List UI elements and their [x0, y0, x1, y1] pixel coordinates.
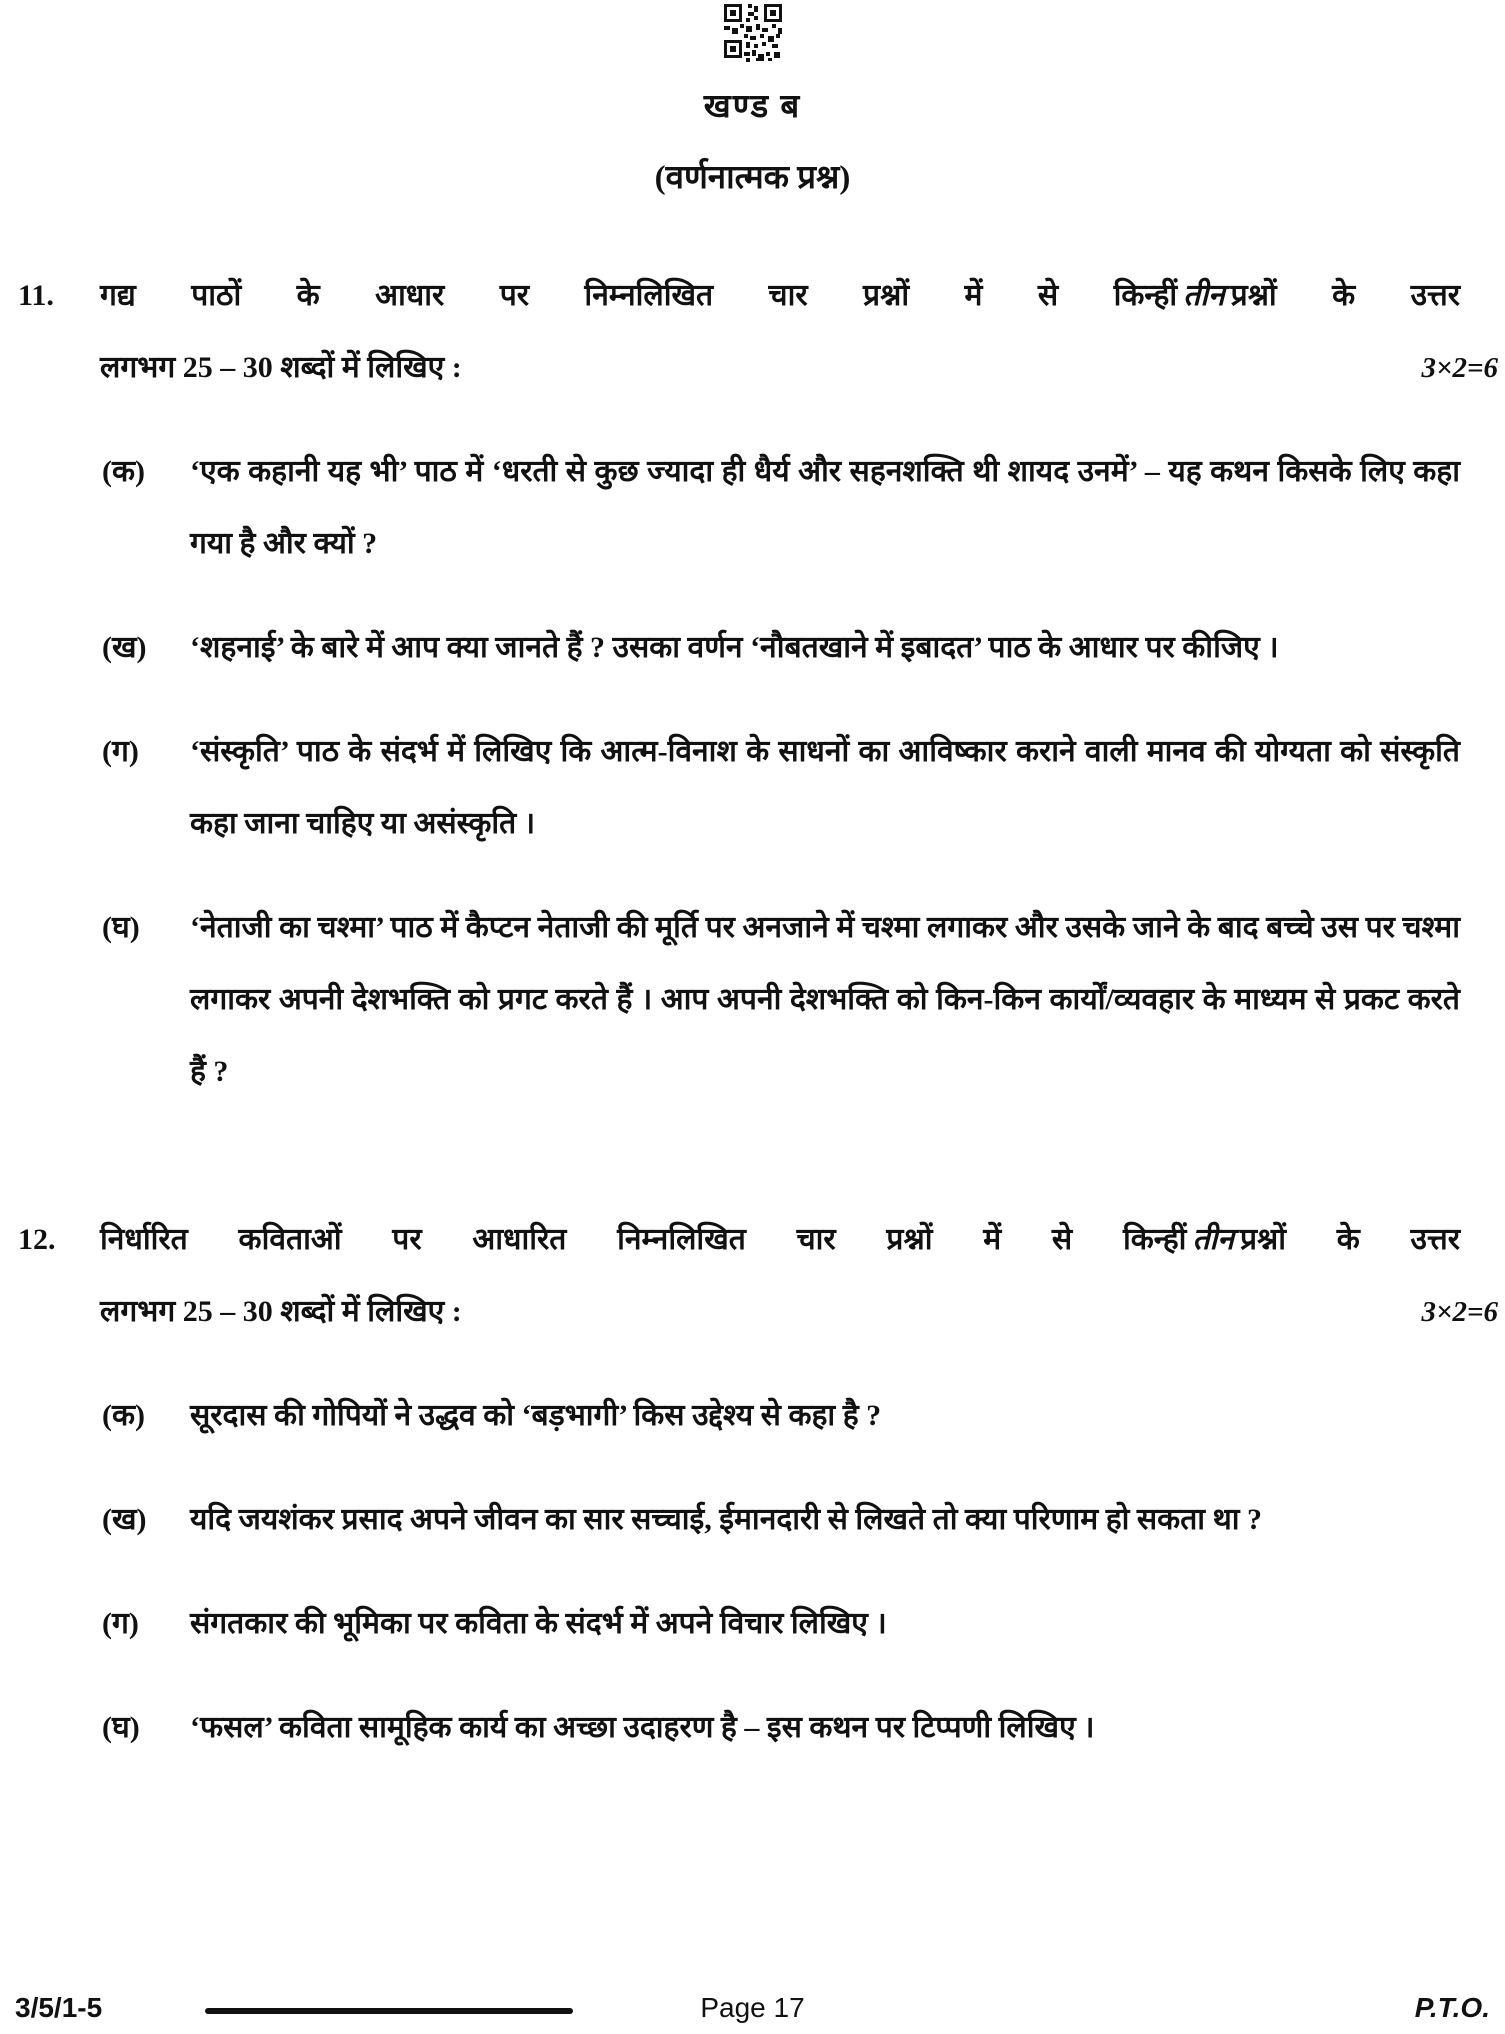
question-12-part-a — [102, 1380, 1460, 1452]
question-11-part-d — [102, 892, 1460, 1108]
part-label: (ग) — [102, 1607, 139, 1640]
part-label: (ख) — [102, 631, 147, 664]
qr-code-container — [0, 0, 1505, 66]
part-text: ‘शहनाई’ के बारे में आप क्या जानते हैं ? उसका वर्णन ‘नौबतखाने में इबादत’ पाठ के आधार पर कीजिए । — [190, 631, 1279, 664]
question-12 — [18, 1204, 1498, 1764]
part-label: (घ) — [102, 1711, 140, 1744]
part-text: संगतकार की भूमिका पर कविता के संदर्भ में अपने विचार लिखिए । — [190, 1607, 887, 1640]
question-11-intro-line2 — [100, 332, 1498, 404]
question-12-intro-emphasis: तीन — [1192, 1223, 1234, 1256]
question-11-part-b — [102, 612, 1460, 684]
section-title: खण्ड ब — [703, 89, 802, 125]
question-12-marks: 3×2=6 — [1421, 1296, 1498, 1328]
question-11-intro-emphasis: तीन — [1183, 279, 1225, 312]
question-11-marks: 3×2=6 — [1421, 352, 1498, 384]
question-11-intro-post: प्रश्नों के उत्तर — [1230, 279, 1461, 312]
question-12-intro-line1 — [100, 1204, 1460, 1276]
question-12-intro-line2 — [100, 1276, 1498, 1348]
question-11-intro-line1 — [100, 260, 1460, 332]
part-label: (क) — [102, 455, 146, 488]
page-footer — [0, 1984, 1505, 2026]
question-11-intro-line2-text: लगभग 25 – 30 शब्दों में लिखिए : — [100, 351, 462, 384]
part-label: (क) — [102, 1399, 146, 1432]
part-text: सूरदास की गोपियों ने उद्धव को ‘बड़भागी’ किस उद्देश्य से कहा है ? — [190, 1399, 882, 1432]
question-12-part-c — [102, 1588, 1460, 1660]
question-11-part-c — [102, 716, 1460, 860]
question-12-intro-line2-text: लगभग 25 – 30 शब्दों में लिखिए : — [100, 1295, 462, 1328]
question-11 — [18, 260, 1498, 1108]
paper-code: 3/5/1-5 — [15, 1992, 103, 2023]
page-number: Page 17 — [700, 1992, 805, 2023]
part-label: (ख) — [102, 1503, 147, 1536]
part-text: यदि जयशंकर प्रसाद अपने जीवन का सार सच्चाई, ईमानदारी से लिखते तो क्या परिणाम हो सकता था ? — [190, 1503, 1263, 1536]
part-label: (घ) — [102, 911, 140, 944]
question-12-part-d — [102, 1692, 1460, 1764]
part-text: ‘संस्कृति’ पाठ के संदर्भ में लिखिए कि आत्म-विनाश के साधनों का आविष्कार कराने वाली मानव की योग्यता को संस्कृति कहा जाना चाहिए या असंस्कृति । — [190, 735, 1460, 840]
question-11-number: 11. — [18, 279, 54, 312]
part-label: (ग) — [102, 735, 139, 768]
pto-label: P.T.O. — [1414, 1992, 1490, 2023]
question-12-part-b — [102, 1484, 1460, 1556]
question-11-part-a — [102, 436, 1460, 580]
question-12-intro-pre: निर्धारित कविताओं पर आधारित निम्नलिखित चार प्रश्नों में से किन्हीं — [100, 1223, 1187, 1256]
section-subtitle: (वर्णनात्मक प्रश्न) — [654, 160, 851, 196]
question-11-intro-pre: गद्य पाठों के आधार पर निम्नलिखित चार प्रश्नों में से किन्हीं — [100, 279, 1178, 312]
part-text: ‘नेताजी का चश्मा’ पाठ में कैप्टन नेताजी की मूर्ति पर अनजाने में चश्मा लगाकर और उसके जाने के बाद बच्चे उस पर चश्मा लगाकर अपनी देशभक्ति को प्रगट करते हैं । आप अपनी देशभक्ति को किन-किन कार्यों/व्यवहार के माध्यम से प्रकट करते हैं ? — [190, 911, 1460, 1088]
question-12-intro-post: प्रश्नों के उत्तर — [1239, 1223, 1461, 1256]
qr-code-icon — [724, 4, 782, 62]
part-text: ‘एक कहानी यह भी’ पाठ में ‘धरती से कुछ ज्यादा ही धैर्य और सहनशक्ति थी शायद उनमें’ – यह कथन किसके लिए कहा गया है और क्यों ? — [190, 455, 1460, 560]
question-12-number: 12. — [18, 1223, 56, 1256]
part-text: ‘फसल’ कविता सामूहिक कार्य का अच्छा उदाहरण है – इस कथन पर टिप्पणी लिखिए । — [190, 1711, 1095, 1744]
